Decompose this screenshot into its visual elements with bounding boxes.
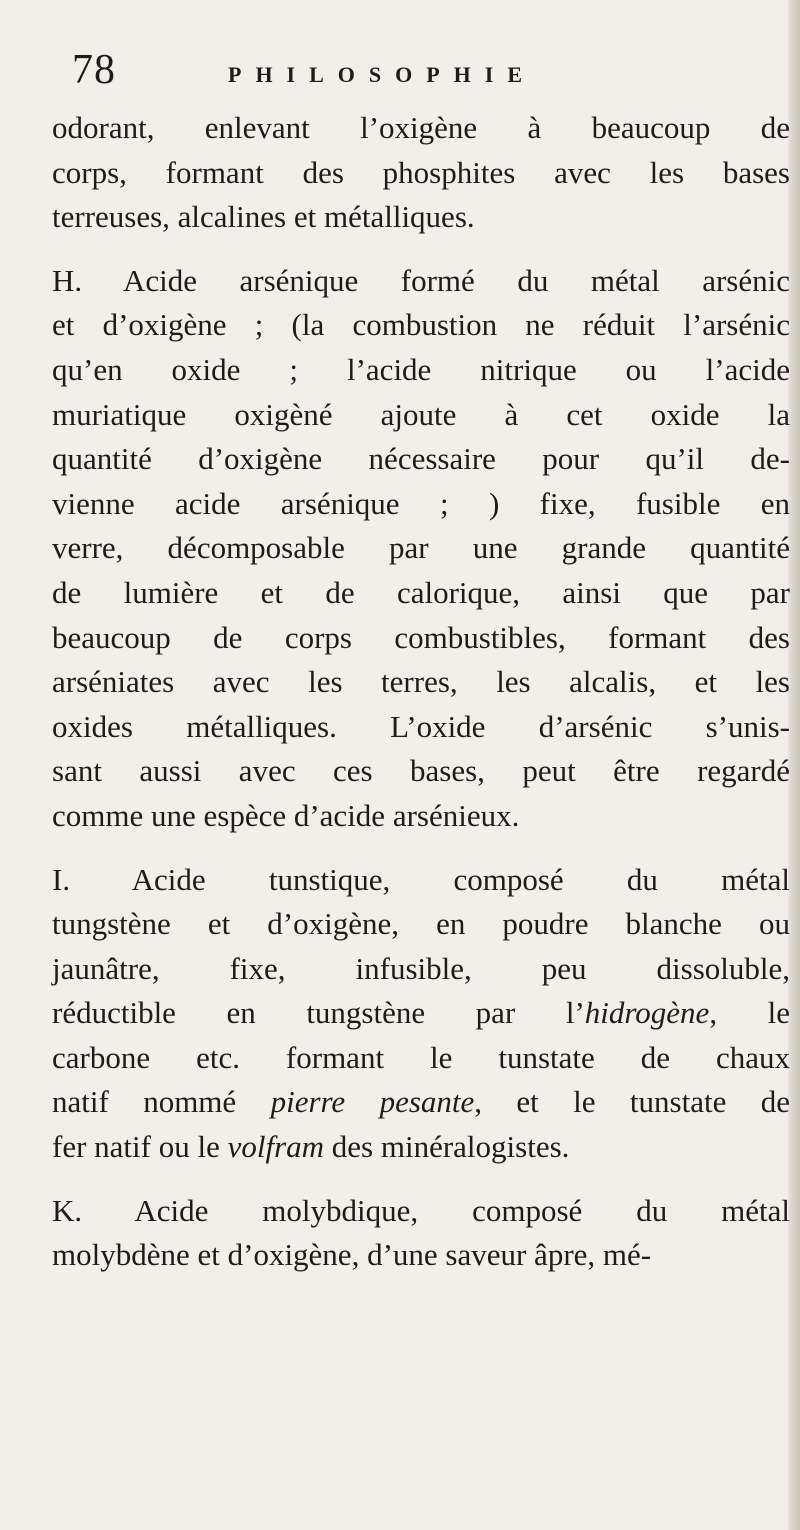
text-line [52,991,790,1036]
paragraph [52,259,790,839]
text-segment: des minéralogistes. [324,1129,570,1165]
paragraph [52,858,790,1170]
text-line: K. Acide molybdique, composé du métal [52,1192,790,1228]
text-segment: natif nommé [52,1084,271,1120]
running-head: PHILOSOPHIE [228,62,537,87]
italic-term: pierre pesante [270,1084,475,1120]
text-line: arséniates avec les terres, les alcalis, et les [52,664,790,700]
text-line: quantité d’oxigène nécessaire pour qu’il de- [52,441,790,477]
text-line: et d’oxigène ; (la combustion ne réduit l’arsénic [52,307,790,343]
text-segment: , le [709,995,790,1031]
text-line: H. Acide arsénique formé du métal arsénic [52,262,790,298]
page-number: 78 [72,47,116,93]
text-line: sant aussi avec ces bases, peut être regardé [52,753,790,789]
text-line: oxides métalliques. L’oxide d’arsénic s’unis- [52,708,790,744]
text-line: comme une espèce d’acide arsénieux. [52,797,520,833]
text-line: terreuses, alcalines et métalliques. [52,199,475,235]
text-segment: , et le tunstate de [474,1084,791,1120]
text-line: verre, décomposable par une grande quantité [52,530,790,566]
text-line: carbone etc. formant le tunstate de chaux [52,1039,790,1075]
paragraph-gap [52,839,790,858]
text-line: beaucoup de corps combustibles, formant des [52,619,790,655]
text-line: de lumière et de calorique, ainsi que par [52,574,790,610]
text-line: jaunâtre, fixe, infusible, peu dissoluble, [52,950,790,986]
paragraph-gap [52,240,790,259]
paragraph-gap [52,1170,790,1189]
italic-term: volfram [227,1129,325,1165]
text-line: molybdène et d’oxigène, d’une saveur âpre, mé- [52,1237,652,1273]
text-line: I. Acide tunstique, composé du métal [52,861,790,897]
text-line: odorant, enlevant l’oxigène à beaucoup de [52,110,790,145]
paragraph [52,106,790,240]
text-line: vienne acide arsénique ; ) fixe, fusible en [52,485,790,521]
text-line: tungstène et d’oxigène, en poudre blanche ou [52,906,790,942]
text-segment: fer natif ou le [52,1129,228,1165]
text-line [52,1125,790,1170]
text-line [52,1080,790,1125]
text-line: qu’en oxide ; l’acide nitrique ou l’acide [52,351,790,387]
text-segment: réductible en tungstène par l’ [52,995,585,1031]
paragraph [52,1189,790,1278]
body-text [52,106,790,1278]
italic-term: hidrogène [584,995,710,1031]
page-header [72,40,772,100]
text-line: muriatique oxigèné ajoute à cet oxide la [52,396,790,432]
text-line: corps, formant des phosphites avec les bases [52,154,790,190]
